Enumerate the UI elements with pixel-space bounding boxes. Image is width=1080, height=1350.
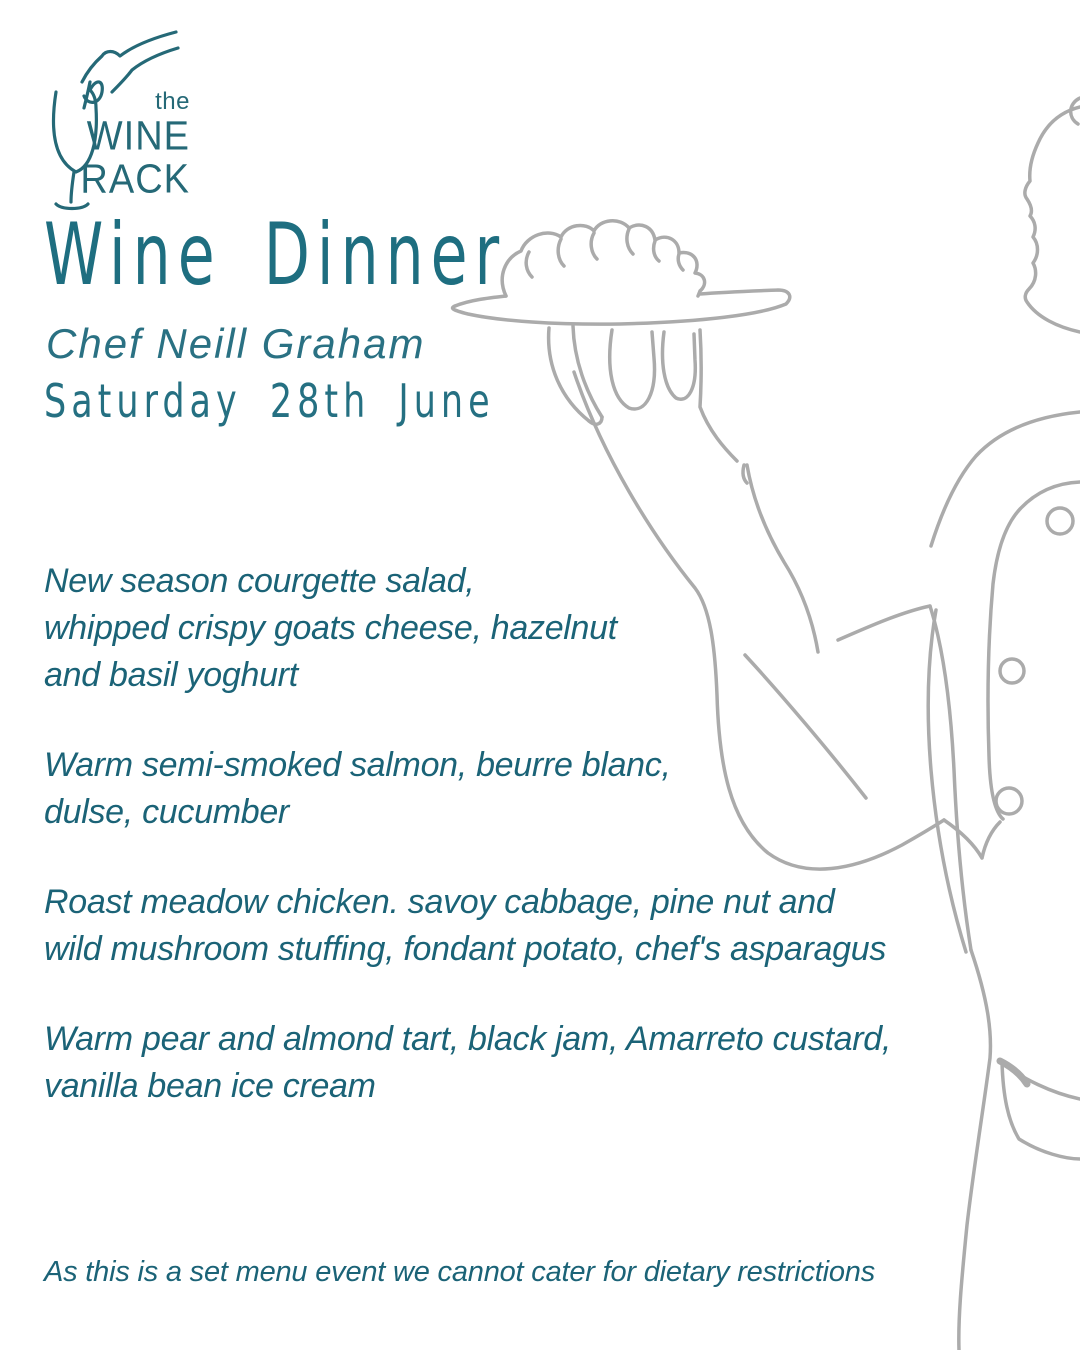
bread-tuck-1 — [526, 252, 532, 277]
brand-word-wine: WINE — [86, 114, 190, 160]
shoulder-line — [931, 412, 1080, 546]
course-dessert — [44, 1016, 1004, 1110]
dietary-note: As this is a set menu event we cannot cater for dietary restrictions — [44, 1256, 875, 1288]
menu-courses — [44, 558, 1004, 1153]
bread-tuck-5 — [654, 241, 659, 261]
bread-tuck-6 — [678, 254, 683, 270]
event-date: Saturday 28th June — [44, 376, 495, 429]
course-line: vanilla bean ice cream — [44, 1067, 376, 1105]
face-profile-line — [1025, 107, 1080, 332]
course-line: Warm semi-smoked salmon, beurre blanc, — [44, 746, 671, 784]
button-loop-1 — [1047, 508, 1073, 534]
course-fish — [44, 742, 1004, 836]
hand-back-edge — [700, 330, 737, 461]
finger-loop-2 — [663, 332, 696, 399]
brand-word-the: the — [155, 88, 190, 115]
finger-loop-1 — [610, 330, 655, 409]
course-line: Roast meadow chicken. savoy cabbage, pine nut and — [44, 883, 835, 921]
course-line: and basil yoghurt — [44, 656, 298, 694]
course-line: New season courgette salad, — [44, 562, 475, 600]
chef-name: Chef Neill Graham — [46, 320, 426, 367]
course-line: Warm pear and almond tart, black jam, Amarreto custard, — [44, 1020, 892, 1058]
course-starter — [44, 558, 1004, 699]
bread-tuck-2 — [558, 239, 564, 266]
course-line: whipped crispy goats cheese, hazelnut — [44, 609, 617, 647]
brand-word-rack: RACK — [80, 157, 190, 203]
course-line: dulse, cucumber — [44, 793, 289, 831]
brand-wordmark — [58, 88, 190, 203]
event-title: Wine Dinner — [44, 206, 507, 306]
bread-tuck-4 — [627, 229, 633, 254]
hair-curl — [1071, 98, 1080, 124]
course-line: wild mushroom stuffing, fondant potato, chef's asparagus — [44, 930, 887, 968]
bread-cloud-outline — [502, 221, 704, 296]
pocket-flap — [1002, 1062, 1080, 1159]
course-main — [44, 879, 1004, 973]
bread-tuck-3 — [591, 233, 597, 259]
